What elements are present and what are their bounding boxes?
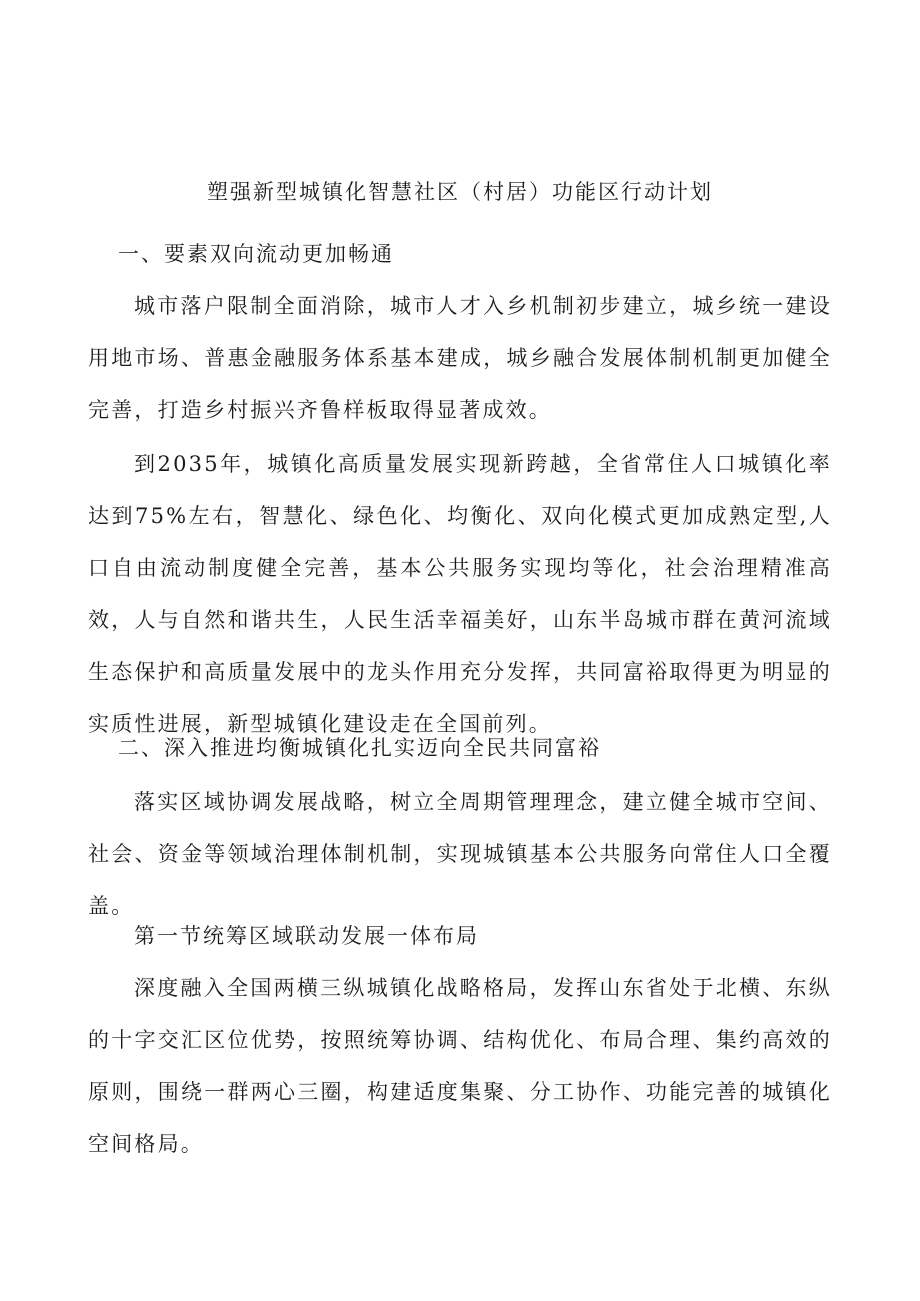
paragraph-2: 到2035年，城镇化高质量发展实现新跨越，全省常住人口城镇化率达到75%左右，智慧化、绿色化、均衡化、双向化模式更加成熟定型,人口自由流动制度健全完善，基本公共服务实现均等化，社会治理精准高效，人与自然和谐共生，人民生活幸福美好，山东半岛城市群在黄河流域生态保护和高质量发展中的龙头作用充分发挥，共同富裕取得更为明显的实质性进展，新型城镇化建设走在全国前列。 xyxy=(88,452,832,736)
paragraph-1: 城市落户限制全面消除，城市人才入乡机制初步建立，城乡统一建设用地市场、普惠金融服务体系基本建成，城乡融合发展体制机制更加健全完善，打造乡村振兴齐鲁样板取得显著成效。 xyxy=(88,294,832,422)
section-title-1: 第一节统筹区域联动发展一体布局 xyxy=(134,924,479,948)
paragraph-3: 落实区域协调发展战略，树立全周期管理理念，建立健全城市空间、社会、资金等领域治理体制机制，实现城镇基本公共服务向常住人口全覆盖。 xyxy=(88,790,832,918)
heading-2: 二、深入推进均衡城镇化扎实迈向全民共同富裕 xyxy=(118,736,601,760)
document-title: 塑强新型城镇化智慧社区（村居）功能区行动计划 xyxy=(207,180,713,204)
heading-1: 一、要素双向流动更加畅通 xyxy=(118,242,394,266)
paragraph-4: 深度融入全国两横三纵城镇化战略格局，发挥山东省处于北横、东纵的十字交汇区位优势，按照统筹协调、结构优化、布局合理、集约高效的原则，围绕一群两心三圈，构建适度集聚、分工协作、功能完善的城镇化空间格局。 xyxy=(88,976,832,1156)
